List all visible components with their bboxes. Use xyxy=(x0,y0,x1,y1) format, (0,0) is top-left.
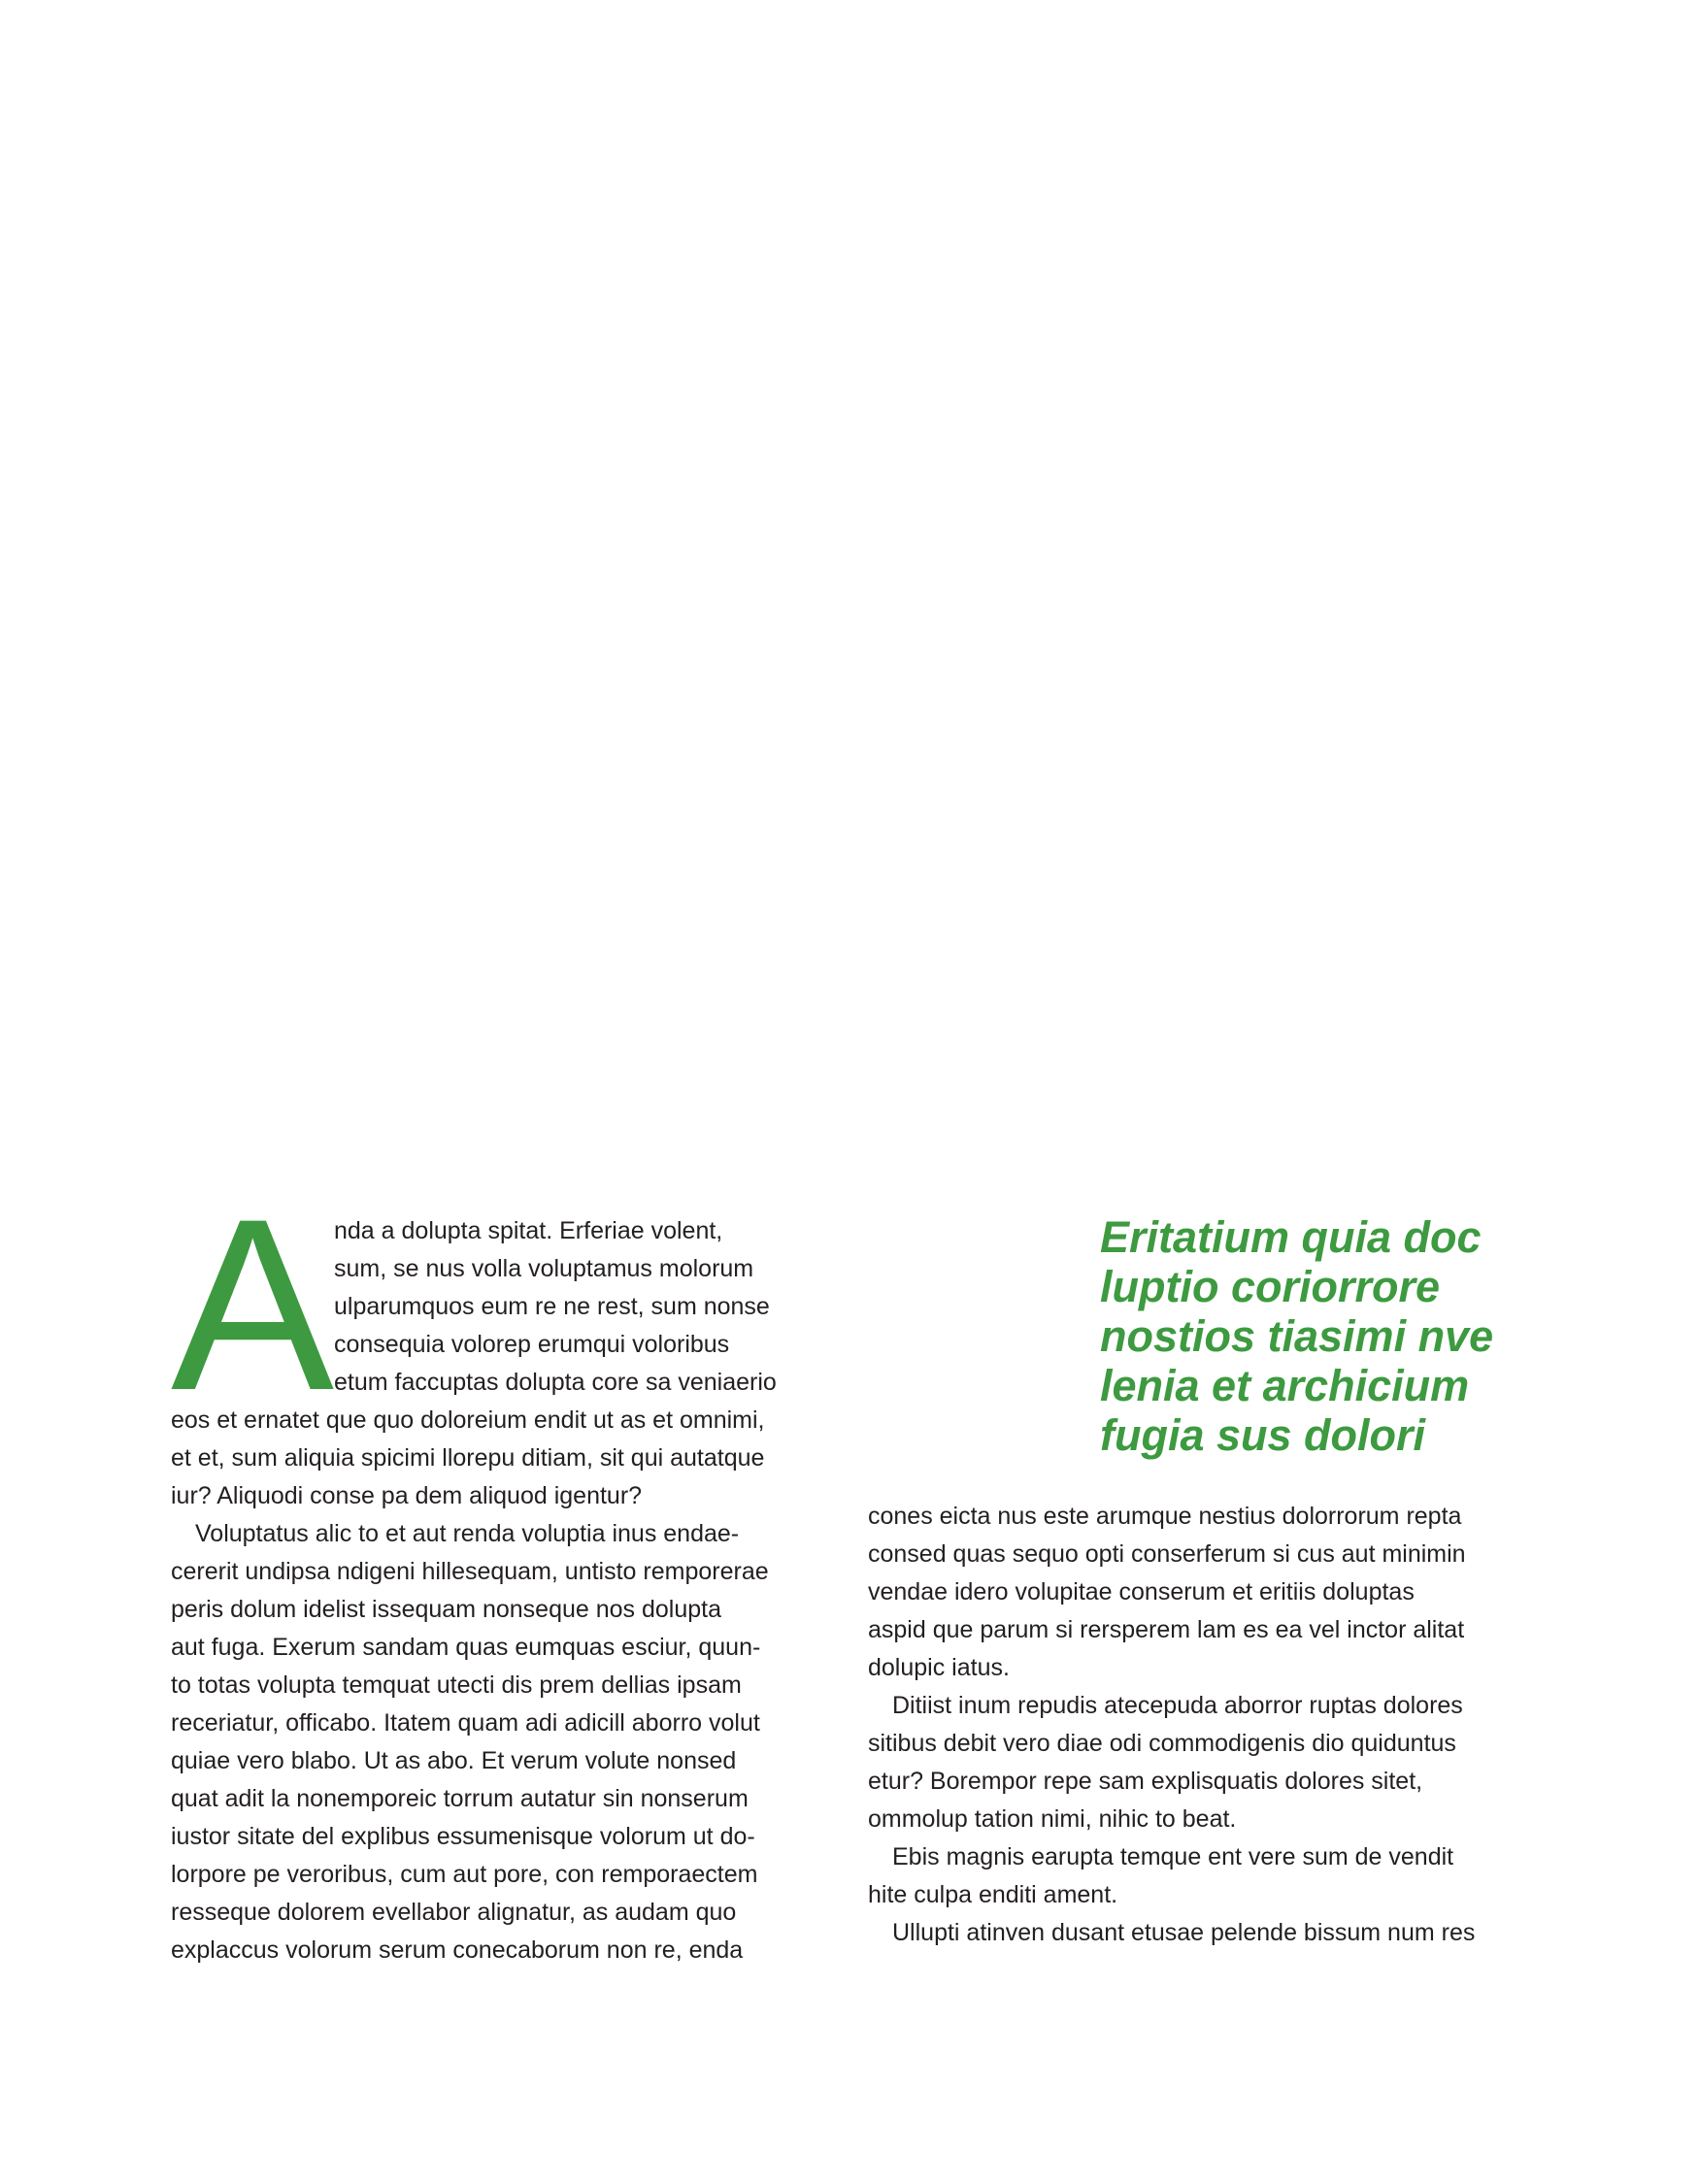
pull-quote-line: fugia sus dolori xyxy=(1100,1410,1426,1460)
text-line: iur? Aliquodi conse pa dem aliquod igentur? xyxy=(171,1482,643,1509)
pull-quote-line: Eritatium quia doc xyxy=(1100,1212,1482,1262)
intro-paragraph xyxy=(334,1212,839,1402)
text-line: aspid que parum si rersperem lam es ea vel inctor alitat xyxy=(868,1616,1465,1643)
text-line: cererit undipsa ndigeni hillesequam, untisto remporerae xyxy=(171,1558,769,1585)
text-line: lorpore pe veroribus, cum aut pore, con remporaectem xyxy=(171,1861,758,1888)
text-line: iustor sitate del explibus essumenisque volorum ut do- xyxy=(171,1823,755,1850)
text-line: consequia volorep erumqui voloribus xyxy=(334,1331,730,1358)
text-line: peris dolum idelist issequam nonseque nos dolupta xyxy=(171,1596,722,1623)
text-line: Ebis magnis earupta temque ent vere sum de vendit xyxy=(892,1843,1454,1870)
text-line: Voluptatus alic to et aut renda voluptia inus endae- xyxy=(195,1520,740,1547)
text-line: sitibus debit vero diae odi commodigenis dio quiduntus xyxy=(868,1730,1456,1757)
pull-quote-line: nostios tiasimi nve xyxy=(1100,1311,1494,1361)
right-column-body xyxy=(868,1498,1548,1952)
text-line: vendae idero volupitae conserum et eritiis doluptas xyxy=(868,1578,1415,1605)
text-line: cones eicta nus este arumque nestius dolorrorum repta xyxy=(868,1503,1462,1530)
text-line: Ditiist inum repudis atecepuda aborror ruptas dolores xyxy=(892,1692,1463,1719)
left-column-body xyxy=(171,1402,841,1969)
text-line: aut fuga. Exerum sandam quas eumquas esciur, quun- xyxy=(171,1634,761,1661)
drop-cap: A xyxy=(171,1169,335,1441)
text-line: resseque dolorem evellabor alignatur, as audam quo xyxy=(171,1899,737,1926)
text-line: ommolup tation nimi, nihic to beat. xyxy=(868,1805,1237,1833)
text-line: quat adit la nonemporeic torrum autatur sin nonserum xyxy=(171,1785,749,1812)
text-line: etum faccuptas dolupta core sa veniaerio xyxy=(334,1369,777,1396)
text-line: consed quas sequo opti conserferum si cus aut minimin xyxy=(868,1540,1466,1568)
text-line: Ullupti atinven dusant etusae pelende bissum num res xyxy=(892,1919,1476,1946)
text-line: sum, se nus volla voluptamus molorum xyxy=(334,1255,754,1282)
text-line: receriatur, officabo. Itatem quam adi adicill aborro volut xyxy=(171,1709,760,1737)
text-line: hite culpa enditi ament. xyxy=(868,1881,1118,1908)
text-line: dolupic iatus. xyxy=(868,1654,1010,1681)
text-line: ulparumquos eum re ne rest, sum nonse xyxy=(334,1293,770,1320)
pull-quote-line: lenia et archicium xyxy=(1100,1361,1470,1410)
text-line: to totas volupta temquat utecti dis prem dellias ipsam xyxy=(171,1671,742,1699)
text-line: etur? Borempor repe sam explisquatis dolores sitet, xyxy=(868,1768,1423,1795)
text-line: explaccus volorum serum conecaborum non re, enda xyxy=(171,1936,744,1964)
text-line: et et, sum aliquia spicimi llorepu ditiam, sit qui autatque xyxy=(171,1444,765,1472)
pull-quote xyxy=(1100,1212,1547,1460)
text-line: eos et ernatet que quo doloreium endit ut as et omnimi, xyxy=(171,1406,765,1434)
text-line: nda a dolupta spitat. Erferiae volent, xyxy=(334,1217,723,1244)
text-line: quiae vero blabo. Ut as abo. Et verum volute nonsed xyxy=(171,1747,737,1774)
pull-quote-line: luptio coriorrore xyxy=(1100,1262,1441,1311)
